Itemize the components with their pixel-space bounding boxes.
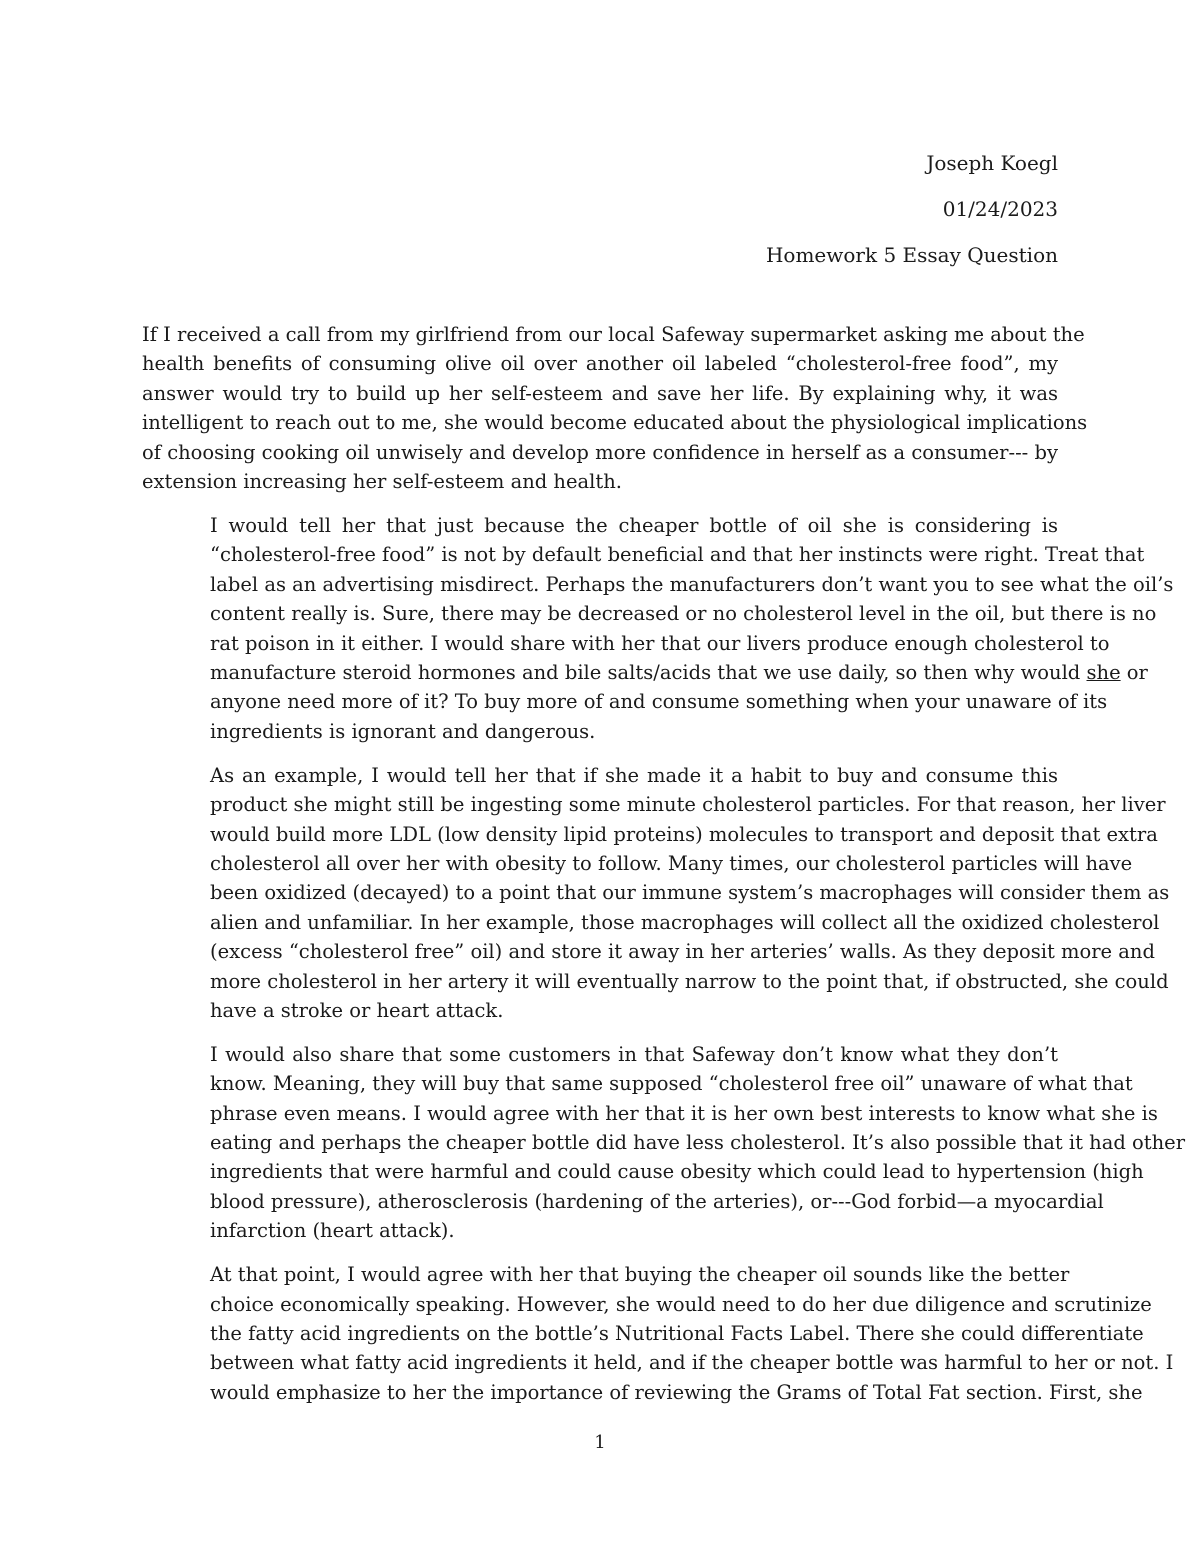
text-line: health benefits of consuming olive oil over another oil labeled “cholesterol-free food”, my bbox=[142, 352, 1058, 376]
text-line: If I received a call from my girlfriend from our local Safeway supermarket asking me about the bbox=[142, 323, 1085, 346]
text-line: ingredients is ignorant and dangerous. bbox=[210, 719, 596, 743]
text-line: choice economically speaking. However, she would need to do her due diligence and scrutinize bbox=[210, 1292, 1152, 1316]
text-line: rat poison in it either. I would share with her that our livers produce enough cholesterol to bbox=[210, 631, 1110, 655]
text-line: content really is. Sure, there may be decreased or no cholesterol level in the oil, but there is no bbox=[210, 602, 1157, 626]
text-line: of choosing cooking oil unwisely and develop more confidence in herself as a consumer--- by bbox=[142, 440, 1058, 464]
text-line: I would tell her that just because the cheaper bottle of oil she is considering is bbox=[210, 513, 1058, 537]
text-line: anyone need more of it? To buy more of and consume something when your unaware of its bbox=[210, 690, 1108, 714]
essay-date: 01/24/2023 bbox=[942, 197, 1058, 221]
text-line: I would also share that some customers in that Safeway don’t know what they don’t bbox=[210, 1042, 1058, 1066]
paragraph-3 bbox=[142, 761, 1170, 1026]
text-line: product she might still be ingesting some minute cholesterol particles. For that reason, her liver bbox=[210, 793, 1166, 817]
text-line: extension increasing her self-esteem and health. bbox=[142, 470, 622, 494]
paragraph-2 bbox=[142, 511, 1174, 746]
text-line: At that point, I would agree with her that buying the cheaper oil sounds like the better bbox=[210, 1263, 1070, 1287]
text-line: would build more LDL (low density lipid proteins) molecules to transport and deposit that extra bbox=[210, 822, 1158, 846]
underlined-word: she bbox=[1086, 660, 1121, 684]
text-line: intelligent to reach out to me, she would become educated about the physiological implications bbox=[142, 411, 1088, 435]
page-number: 1 bbox=[594, 1432, 606, 1453]
essay-title: Homework 5 Essay Question bbox=[765, 243, 1058, 267]
text-line: blood pressure), atherosclerosis (hardening of the arteries), or---God forbid—a myocardial bbox=[210, 1189, 1104, 1213]
text-line: cholesterol all over her with obesity to follow. Many times, our cholesterol particles will have bbox=[210, 851, 1133, 875]
text-line: infarction (heart attack). bbox=[210, 1219, 455, 1243]
paragraph-5 bbox=[142, 1260, 1174, 1407]
text-line: have a stroke or heart attack. bbox=[210, 998, 504, 1022]
text-line-segment: manufacture steroid hormones and bile salts/acids that we use daily, so then why would bbox=[210, 660, 1087, 684]
text-line: label as an advertising misdirect. Perhaps the manufacturers don’t want you to see what the oil’s bbox=[210, 572, 1174, 596]
text-line bbox=[142, 658, 1148, 687]
text-line: eating and perhaps the cheaper bottle did have less cholesterol. It’s also possible that it had other bbox=[210, 1131, 1186, 1155]
paragraph-1 bbox=[142, 320, 1088, 496]
text-line: (excess “cholesterol free” oil) and store it away in her arteries’ walls. As they deposit more and bbox=[210, 940, 1155, 964]
text-line: would emphasize to her the importance of reviewing the Grams of Total Fat section. First, she bbox=[210, 1380, 1143, 1404]
text-line-segment: or bbox=[1120, 660, 1148, 684]
text-line: alien and unfamiliar. In her example, those macrophages will collect all the oxidized cholesterol bbox=[210, 910, 1160, 934]
text-line: between what fatty acid ingredients it held, and if the cheaper bottle was harmful to her or not. I bbox=[210, 1351, 1174, 1375]
essay-body bbox=[142, 320, 1186, 1422]
text-line: As an example, I would tell her that if she made it a habit to buy and consume this bbox=[210, 763, 1058, 787]
text-line: more cholesterol in her artery it will eventually narrow to the point that, if obstructed, she could bbox=[210, 969, 1169, 993]
text-line: phrase even means. I would agree with her that it is her own best interests to know what she is bbox=[210, 1101, 1158, 1125]
text-line: “cholesterol-free food” is not by default beneficial and that her instincts were right. Treat that bbox=[210, 543, 1145, 567]
author-name: Joseph Koegl bbox=[926, 151, 1058, 175]
paragraph-4 bbox=[142, 1040, 1186, 1246]
text-line: the fatty acid ingredients on the bottle’s Nutritional Facts Label. There she could differentiate bbox=[210, 1322, 1144, 1345]
text-line: know. Meaning, they will buy that same supposed “cholesterol free oil” unaware of what that bbox=[210, 1072, 1133, 1096]
text-line: been oxidized (decayed) to a point that our immune system’s macrophages will consider them as bbox=[210, 881, 1170, 905]
text-line: answer would try to build up her self-esteem and save her life. By explaining why, it was bbox=[142, 381, 1058, 405]
essay-header bbox=[766, 140, 1058, 278]
text-line: ingredients that were harmful and could cause obesity which could lead to hypertension (high bbox=[210, 1160, 1144, 1184]
